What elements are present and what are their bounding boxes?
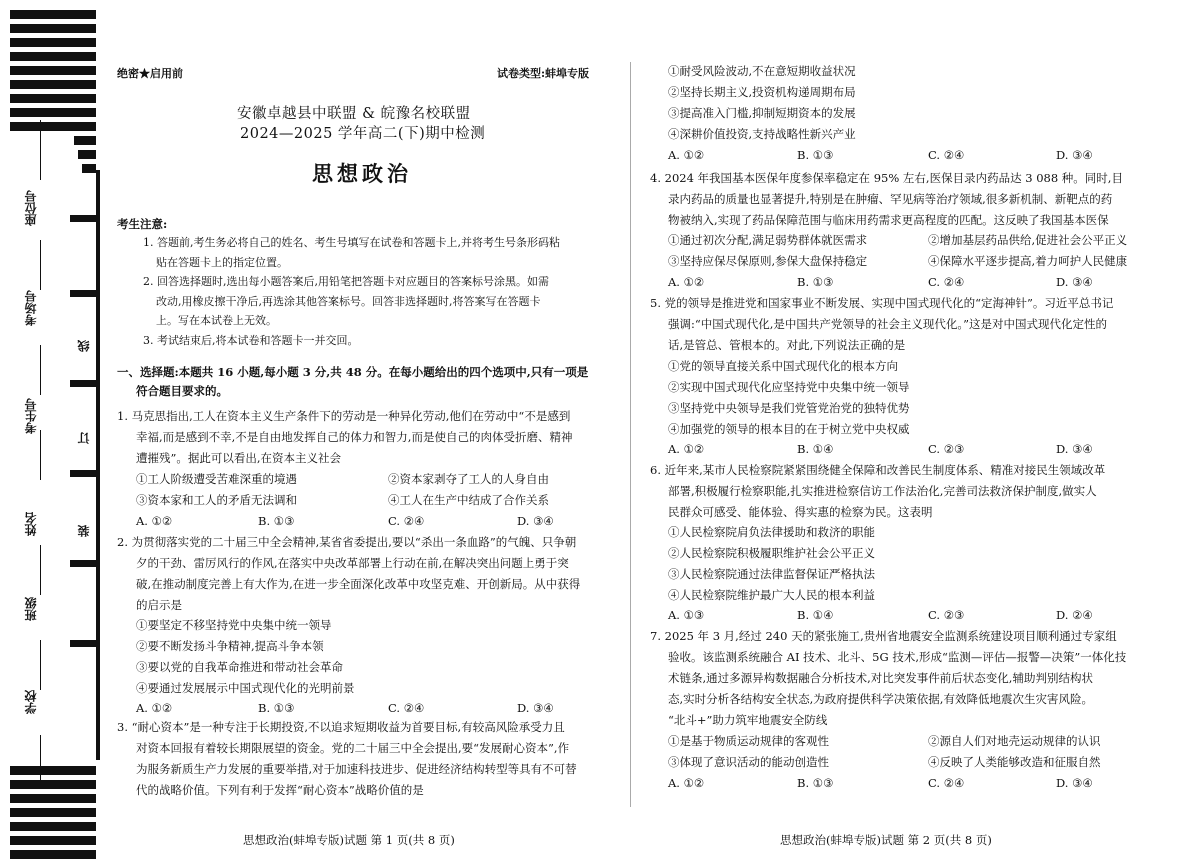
choice-item: ③体现了意识活动的能动创造性 xyxy=(668,755,829,769)
choice-item: ②源自人们对地壳运动规律的认识 xyxy=(928,734,1101,748)
answer-option: A. ①② xyxy=(668,148,705,162)
answer-option: B. ①④ xyxy=(797,608,834,622)
strip-label: 座位号 xyxy=(24,190,38,226)
question-line: 破,在推动制度完善上有大作为,在进一步全面深化改革中攻坚克难、开创新局。从中获得 xyxy=(136,577,581,591)
choice-item: ④工人在生产中结成了合作关系 xyxy=(388,493,549,507)
question-line: 态,实时分析各结构安全状态,为政府提供科学决策依据,有效降低地震次生灾害风险。 xyxy=(668,692,1093,706)
question-line: 3. “耐心资本”是一种专注于长期投资,不以追求短期收益为首要目标,有较高风险承受力且 xyxy=(117,720,565,734)
choice-item: ③坚持应保尽保原则,参保大盘保持稳定 xyxy=(668,254,868,268)
strip-label: 班级 xyxy=(24,597,38,621)
answer-option: D. ②④ xyxy=(1056,608,1093,622)
answer-option: C. ②④ xyxy=(388,514,425,528)
page-footer: 思想政治(蚌埠专版)试题 第 2 页(共 8 页) xyxy=(780,833,992,847)
question-line: 术链条,通过多源异构数据融合分析技术,对比突发事件前后状态变化,辅助判别结构状 xyxy=(668,671,1093,685)
choice-item: ①通过初次分配,满足弱势群体就医需求 xyxy=(668,233,868,247)
choice-item: ②实现中国式现代化应坚持党中央集中统一领导 xyxy=(668,380,910,394)
answer-option: A. ①② xyxy=(136,701,173,715)
strip-label: 学校 xyxy=(24,690,38,714)
answer-option: B. ①③ xyxy=(258,514,295,528)
choice-item: ②增加基层药品供给,促进社会公平正义 xyxy=(928,233,1128,247)
answer-option: A. ①③ xyxy=(668,608,705,622)
answer-option: A. ①② xyxy=(136,514,173,528)
answer-option: D. ③④ xyxy=(1056,776,1093,790)
choice-item: ④要通过发展展示中国式现代化的光明前景 xyxy=(136,681,355,695)
answer-option: B. ①③ xyxy=(797,148,834,162)
question-line: 强调:“中国式现代化,是中国共产党领导的社会主义现代化。”这是对中国式现代化定性的 xyxy=(668,317,1108,331)
term-title: 2024—2025 学年高二(下)期中检测 xyxy=(240,126,486,142)
choice-item: ④深耕价值投资,支持战略性新兴产业 xyxy=(668,127,856,141)
answer-option: C. ②③ xyxy=(928,608,965,622)
choice-item: ③要以党的自我革命推进和带动社会革命 xyxy=(136,660,343,674)
choice-item: ②要不断发扬斗争精神,提高斗争本领 xyxy=(136,639,324,653)
answer-option: C. ②④ xyxy=(388,701,425,715)
notice-line: 改动,用橡皮擦干净后,再选涂其他答案标号。回答非选择题时,将答案写在答题卡 xyxy=(156,294,541,308)
answer-option: A. ①② xyxy=(668,275,705,289)
question-line: 验收。该监测系统融合 AI 技术、北斗、5G 技术,形成“监测—评估—报警—决策”一体化技 xyxy=(668,650,1127,664)
strip-label: 考生号 xyxy=(24,398,38,434)
question-line: 为服务新质生产力发展的重要举措,对于加速科技进步、促进经济结构转型等具有不可替 xyxy=(136,762,577,776)
answer-option: D. ③④ xyxy=(1056,442,1093,456)
answer-option: D. ③④ xyxy=(517,701,554,715)
answer-option: B. ①③ xyxy=(258,701,295,715)
choice-item: ③提高准入门槛,抑制短期资本的发展 xyxy=(668,106,856,120)
choice-item: ①要坚定不移坚持党中央集中统一领导 xyxy=(136,618,332,632)
answer-option: C. ②④ xyxy=(928,776,965,790)
league-title: 安徽卓越县中联盟 & 皖豫名校联盟 xyxy=(237,106,471,122)
answer-option: D. ③④ xyxy=(1056,275,1093,289)
answer-option: A. ①② xyxy=(668,442,705,456)
secret-label: 绝密★启用前 xyxy=(117,67,183,80)
section-heading: 一、选择题:本题共 16 小题,每小题 3 分,共 48 分。在每小题给出的四个选项中,只有一项是 xyxy=(117,365,589,379)
answer-option: B. ①④ xyxy=(797,442,834,456)
subject-title: 思想政治 xyxy=(312,161,412,186)
question-line: 7. 2025 年 3 月,经过 240 天的紧张施工,贵州省地震安全监测系统建设项目顺利通过专家组 xyxy=(650,629,1117,643)
strip-label: 考场号 xyxy=(24,290,38,326)
question-line: 5. 党的领导是推进党和国家事业不断发展、实现中国式现代化的“定海神针”。习近平总书记 xyxy=(650,296,1114,310)
notice-line: 1. 答题前,考生务必将自己的姓名、考生号填写在试卷和答题卡上,并将考生号条形码粘 xyxy=(143,236,560,249)
question-line: 6. 近年来,某市人民检察院紧紧围绕健全保障和改善民生制度体系、精准对接民生领域改革 xyxy=(650,463,1106,477)
notice-line: 贴在答题卡上的指定位置。 xyxy=(156,255,288,269)
question-line: 物被纳入,实现了药品保障范围与临床用药需求更高程度的匹配。这反映了我国基本医保 xyxy=(668,213,1109,227)
question-line: 夕的干劲、雷厉风行的作风,在落实中央改革部署上行动在前,在解决突出问题上勇于突 xyxy=(136,556,569,570)
question-line: 民群众可感受、能体验、得实惠的检察为民。这表明 xyxy=(668,505,933,519)
question-line: 录内药品的质量也显著提升,特别是在肿瘤、罕见病等治疗领域,很多新机制、新靶点的药 xyxy=(668,192,1113,206)
choice-item: ②人民检察院积极履职维护社会公平正义 xyxy=(668,546,875,560)
strip-mark: 订 xyxy=(77,432,91,444)
strip-mark: 装 xyxy=(77,525,91,537)
choice-item: ①耐受风险波动,不在意短期收益状况 xyxy=(668,64,856,78)
answer-option: D. ③④ xyxy=(1056,148,1093,162)
notice-line: 3. 考试结束后,将本试卷和答题卡一并交回。 xyxy=(143,333,359,347)
strip-label: 姓名 xyxy=(24,512,38,536)
answer-option: C. ②③ xyxy=(928,442,965,456)
question-line: 1. 马克思指出,工人在资本主义生产条件下的劳动是一种异化劳动,他们在劳动中“不是感到 xyxy=(117,409,571,423)
choice-item: ①人民检察院肩负法律援助和救济的职能 xyxy=(668,525,875,539)
question-line: 遭摧残”。据此可以看出,在资本主义社会 xyxy=(136,451,342,465)
question-line: 话,是管总、管根本的。对此,下列说法正确的是 xyxy=(668,338,906,352)
choice-item: ③资本家和工人的矛盾无法调和 xyxy=(136,493,297,507)
strip-mark: 线 xyxy=(77,340,91,352)
choice-item: ②资本家剥夺了工人的人身自由 xyxy=(388,472,549,486)
question-line: 的启示是 xyxy=(136,598,182,612)
choice-item: ④加强党的领导的根本目的在于树立党中央权威 xyxy=(668,422,910,436)
answer-option: A. ①② xyxy=(668,776,705,790)
choice-item: ④反映了人类能够改造和征服自然 xyxy=(928,755,1101,769)
answer-option: B. ①③ xyxy=(797,776,834,790)
answer-option: B. ①③ xyxy=(797,275,834,289)
question-line: “北斗+”助力筑牢地震安全防线 xyxy=(668,713,828,727)
page-footer: 思想政治(蚌埠专版)试题 第 1 页(共 8 页) xyxy=(243,833,455,847)
question-line: 幸福,而是感到不幸,不是自由地发挥自己的体力和智力,而是使自己的肉体受折磨、精神 xyxy=(136,430,573,444)
question-line: 对资本回报有着较长期限展望的资金。党的二十届三中全会提出,要“发展耐心资本”,作 xyxy=(136,741,570,755)
answer-option: D. ③④ xyxy=(517,514,554,528)
answer-option: C. ②④ xyxy=(928,275,965,289)
question-line: 部署,积极履行检察职能,扎实推进检察信访工作法治化,完善司法救济保护制度,做实人 xyxy=(668,484,1097,498)
choice-item: ③坚持党中央领导是我们党管党治党的独特优势 xyxy=(668,401,910,415)
answer-option: C. ②④ xyxy=(928,148,965,162)
question-line: 2. 为贯彻落实党的二十届三中全会精神,某省省委提出,要以“杀出一条血路”的气魄、只争朝 xyxy=(117,535,577,549)
notice-line: 上。写在本试卷上无效。 xyxy=(156,314,277,327)
choice-item: ①党的领导直接关系中国式现代化的根本方向 xyxy=(668,359,898,373)
notice-line: 2. 回答选择题时,选出每小题答案后,用铅笔把答题卡对应题目的答案标号涂黑。如需 xyxy=(143,275,549,288)
question-line: 4. 2024 年我国基本医保年度参保率稳定在 95% 左右,医保目录内药品达 3 088 种。同时,目 xyxy=(650,171,1123,185)
choice-item: ②坚持长期主义,投资机构递周期布局 xyxy=(668,85,856,99)
choice-item: ③人民检察院通过法律监督保证严格执法 xyxy=(668,567,875,581)
choice-item: ④保障水平逐步提高,着力呵护人民健康 xyxy=(928,254,1128,268)
notice-title: 考生注意: xyxy=(117,217,168,231)
choice-item: ①是基于物质运动规律的客观性 xyxy=(668,734,829,748)
section-heading: 符合题目要求的。 xyxy=(136,384,228,398)
paper-type: 试卷类型:蚌埠专版 xyxy=(497,67,590,80)
question-line: 代的战略价值。下列有利于发挥“耐心资本”战略价值的是 xyxy=(136,783,424,797)
choice-item: ①工人阶级遭受苦难深重的境遇 xyxy=(136,472,297,486)
choice-item: ④人民检察院维护最广大人民的根本利益 xyxy=(668,588,875,602)
